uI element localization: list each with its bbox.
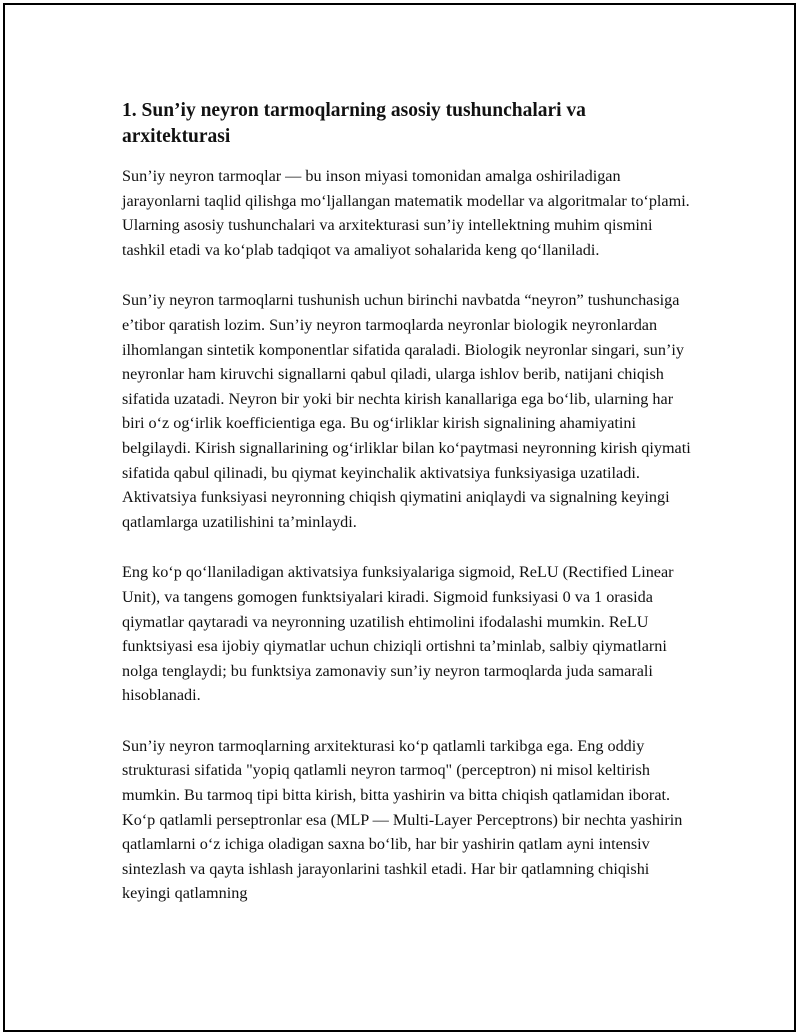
paragraph-activation-functions: Eng ko‘p qo‘llaniladigan aktivatsiya funksiyalariga sigmoid, ReLU (Rectified Linear Unit), va tangens gomogen funktsiyalari kiradi. Sigmoid funksiyasi 0 va 1 orasida qiymatlar qaytaradi va neyronning uzatilish ehtimolini ifodalashi mumkin. ReLU funktsiyasi esa ijobiy qiymatlar uchun chiziqli ortishni ta’minlab, salbiy qiymatlarni nolga tenglaydi; bu funktsiya zamonaviy sun’iy neyron tarmoqlarda juda samarali hisoblanadi.: [122, 563, 674, 705]
section-heading: 1. Sun’iy neyron tarmoqlarning asosiy tushunchalari va arxitekturasi: [122, 100, 586, 147]
page-frame: [3, 3, 796, 1032]
paragraph-architecture: Sun’iy neyron tarmoqlarning arxitekturasi ko‘p qatlamli tarkibga ega. Eng oddiy strukturasi sifatida "yopiq qatlamli neyron tarmoq" (perceptron) ni misol keltirish mumkin. Bu tarmoq tipi bitta kirish, bitta yashirin va bitta chiqish qatlamidan iborat. Ko‘p qatlamli perseptronlar esa (MLP — Multi-Layer Perceptrons) bir nechta yashirin qatlamlarni o‘z ichiga oladigan saxna bo‘lib, har bir yashirin qatlam ayni intensiv sintezlash va qayta ishlash jarayonlarini tashkil etadi. Har bir qatlamning chiqishi keyingi qatlamning: [122, 736, 683, 903]
paragraph-intro: Sun’iy neyron tarmoqlar — bu inson miyasi tomonidan amalga oshiriladigan jarayonlarni taqlid qilishga mo‘ljallangan matematik modellar va algoritmalar to‘plami. Ularning asosiy tushunchalari va arxitekturasi sun’iy intellektning muhim qismini tashkil etadi va ko‘plab tadqiqot va amaliyot sohalarida keng qo‘llaniladi.: [122, 167, 690, 259]
document-body: [122, 98, 692, 906]
paragraph-neuron-concept: Sun’iy neyron tarmoqlarni tushunish uchun birinchi navbatda “neyron” tushunchasiga e’tibor qaratish lozim. Sun’iy neyron tarmoqlarda neyronlar biologik neyronlardan ilhomlangan sintetik komponentlar sifatida qaraladi. Biologik neyronlar singari, sun’iy neyronlar ham kiruvchi signallarni qabul qiladi, ularga ishlov berib, natijani chiqish sifatida uzatadi. Neyron bir yoki bir nechta kirish kanallariga ega bo‘lib, ularning har biri o‘z og‘irlik koefficientiga ega. Bu og‘irliklar kirish signalining ahamiyatini belgilaydi. Kirish signallarining og‘irliklar bilan ko‘paytmasi neyronning kirish qiymati sifatida qabul qilinadi, bu qiymat keyinchalik aktivatsiya funksiyasiga uzatiladi. Aktivatsiya funksiyasi neyronning chiqish qiymatini aniqlaydi va signalning keyingi qatlamlarga uzatilishini ta’minlaydi.: [122, 291, 691, 531]
